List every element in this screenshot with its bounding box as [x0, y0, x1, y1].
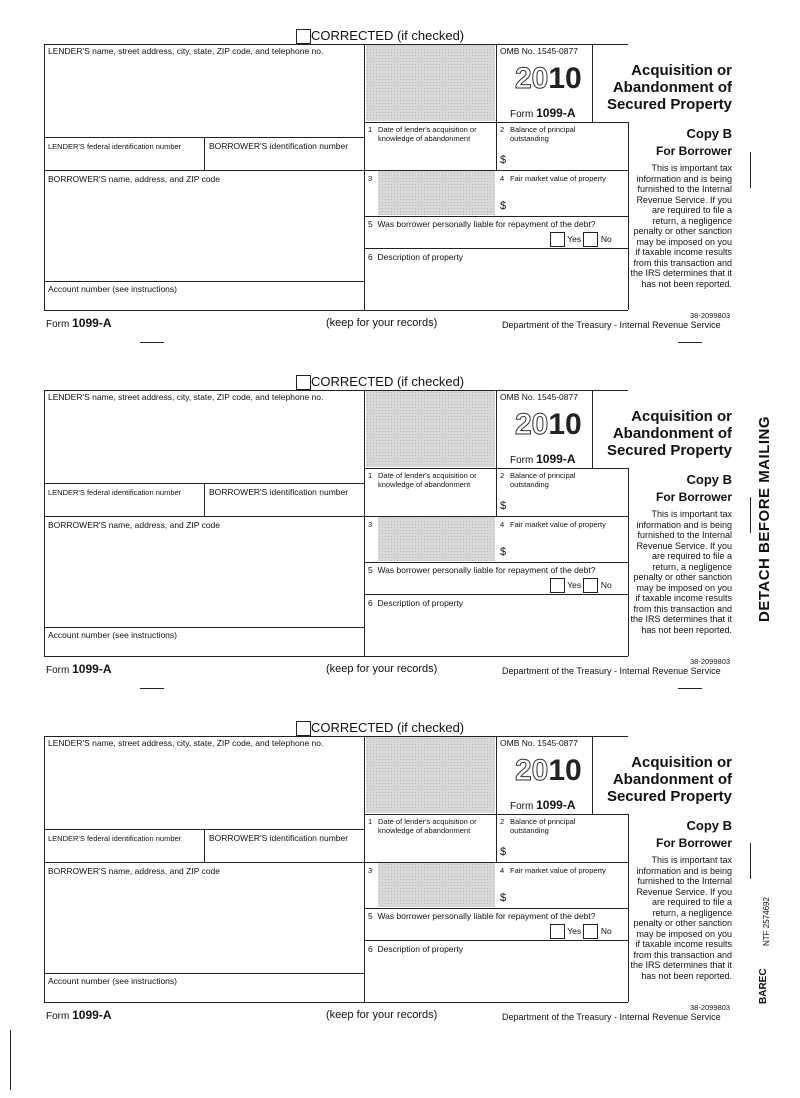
account-number-label: Account number (see instructions): [48, 976, 177, 986]
tax-year: 2010: [515, 62, 582, 95]
box4-dollar-sign: $: [500, 546, 507, 558]
side-tick: [750, 497, 751, 533]
department-label: Department of the Treasury - Internal Revenue Service: [502, 666, 721, 676]
box1-label: Date of lender's acquisition or knowledge of abandonment: [378, 125, 477, 143]
side-tick: [750, 152, 751, 188]
borrower-name-label: BORROWER'S name, address, and ZIP code: [48, 174, 221, 184]
box4-number: 4: [500, 520, 505, 529]
box4-number: 4: [500, 866, 505, 875]
yes-label: Yes: [567, 579, 582, 590]
form-1099a-copy-2: [0, 346, 800, 686]
box2-number: 2: [500, 817, 505, 826]
box6-label: 6 Description of property: [368, 252, 463, 262]
box4-label: Fair market value of property: [510, 174, 606, 183]
borrower-name-label: BORROWER'S name, address, and ZIP code: [48, 520, 221, 530]
catalog-number: 38-2099803: [690, 657, 731, 666]
corrected-checkbox[interactable]: [296, 29, 311, 44]
side-tick: [750, 843, 751, 879]
keep-records-note: (keep for your records): [326, 317, 438, 329]
form-title: Acquisition or Abandonment of Secured Property: [606, 754, 732, 805]
shaded-area: [366, 737, 495, 813]
box3-shaded: [378, 863, 495, 907]
copy-label: Copy B: [686, 472, 732, 487]
borrower-id-label: BORROWER'S identification number: [209, 833, 349, 843]
box4-dollar-sign: $: [500, 200, 507, 212]
irs-notice: This is important tax information and is being furnished to the Internal Revenue Service. If you are required to file a return, a negligence penalty or other sanction may be imposed on you if taxable income results from this transaction and the IRS determines that it has not been reported.: [630, 509, 732, 635]
ntf-code: NTF 2574692: [762, 897, 771, 946]
box2-number: 2: [500, 125, 505, 134]
for-borrower-label: For Borrower: [655, 144, 732, 158]
box4-label: Fair market value of property: [510, 866, 606, 875]
box1-label: Date of lender's acquisition or knowledge of abandonment: [378, 471, 477, 489]
box1-number: 1: [368, 817, 373, 826]
no-checkbox[interactable]: [583, 924, 598, 939]
yes-label: Yes: [567, 925, 582, 936]
lender-name-label: LENDER'S name, street address, city, state, ZIP code, and telephone no.: [48, 738, 324, 748]
copy-label: Copy B: [686, 818, 732, 833]
account-number-label: Account number (see instructions): [48, 630, 177, 640]
department-label: Department of the Treasury - Internal Revenue Service: [502, 1012, 721, 1022]
corrected-row: [296, 720, 464, 736]
box5-question: 5 Was borrower personally liable for repayment of the debt?: [368, 911, 596, 921]
left-edge-mark: [10, 1030, 11, 1090]
yes-checkbox[interactable]: [550, 924, 565, 939]
lender-fid-label: LENDER'S federal identification number: [48, 834, 182, 843]
box5-question: 5 Was borrower personally liable for repayment of the debt?: [368, 565, 596, 575]
form-number: Form 1099-A: [510, 798, 576, 812]
for-borrower-label: For Borrower: [655, 490, 732, 504]
lender-fid-label: LENDER'S federal identification number: [48, 488, 182, 497]
box5-options: [550, 232, 612, 247]
lender-fid-label: LENDER'S federal identification number: [48, 142, 182, 151]
box1-number: 1: [368, 471, 373, 480]
box2-dollar-sign: $: [500, 500, 507, 512]
department-label: Department of the Treasury - Internal Revenue Service: [502, 320, 721, 330]
box2-dollar-sign: $: [500, 846, 507, 858]
omb-number: OMB No. 1545-0877: [500, 392, 578, 402]
corrected-row: [296, 28, 464, 44]
cut-mark: [140, 688, 164, 689]
no-label: No: [600, 925, 612, 936]
no-label: No: [600, 233, 612, 244]
shaded-area: [366, 391, 495, 467]
box3-number: 3: [368, 866, 373, 875]
box3-number: 3: [368, 520, 373, 529]
shaded-area: [366, 45, 495, 121]
borrower-id-label: BORROWER'S identification number: [209, 141, 349, 151]
lender-name-label: LENDER'S name, street address, city, state, ZIP code, and telephone no.: [48, 392, 324, 402]
form-1099a-copy-1: [0, 0, 800, 340]
corrected-row: [296, 374, 464, 390]
yes-label: Yes: [567, 233, 582, 244]
box2-label: Balance of principal outstanding: [510, 471, 576, 489]
box3-shaded: [378, 171, 495, 215]
keep-records-note: (keep for your records): [326, 1009, 438, 1021]
lender-name-label: LENDER'S name, street address, city, state, ZIP code, and telephone no.: [48, 46, 324, 56]
form-number: Form 1099-A: [510, 452, 576, 466]
form-1099a-copy-3: [0, 692, 800, 1032]
omb-number: OMB No. 1545-0877: [500, 738, 578, 748]
box3-number: 3: [368, 174, 373, 183]
no-checkbox[interactable]: [583, 578, 598, 593]
form-title: Acquisition or Abandonment of Secured Property: [606, 62, 732, 113]
box1-label: Date of lender's acquisition or knowledge of abandonment: [378, 817, 477, 835]
corrected-label: CORRECTED (if checked): [311, 28, 465, 43]
cut-mark: [140, 342, 164, 343]
box6-label: 6 Description of property: [368, 944, 463, 954]
corrected-label: CORRECTED (if checked): [311, 720, 465, 735]
form-number: Form 1099-A: [510, 106, 576, 120]
box5-options: [550, 578, 612, 593]
cut-mark: [678, 342, 702, 343]
box4-dollar-sign: $: [500, 892, 507, 904]
footer-form-number: Form 1099-A: [46, 316, 112, 330]
borrower-id-label: BORROWER'S identification number: [209, 487, 349, 497]
no-label: No: [600, 579, 612, 590]
box4-number: 4: [500, 174, 505, 183]
barec-label: BAREC: [758, 968, 769, 1004]
irs-notice: This is important tax information and is being furnished to the Internal Revenue Service. If you are required to file a return, a negligence penalty or other sanction may be imposed on you if taxable income results from this transaction and the IRS determines that it has not been reported.: [630, 163, 732, 289]
corrected-label: CORRECTED (if checked): [311, 374, 465, 389]
corrected-checkbox[interactable]: [296, 375, 311, 390]
footer-form-number: Form 1099-A: [46, 1008, 112, 1022]
form-title: Acquisition or Abandonment of Secured Property: [606, 408, 732, 459]
box1-number: 1: [368, 125, 373, 134]
box4-label: Fair market value of property: [510, 520, 606, 529]
box2-dollar-sign: $: [500, 154, 507, 166]
box2-number: 2: [500, 471, 505, 480]
yes-checkbox[interactable]: [550, 232, 565, 247]
box5-question: 5 Was borrower personally liable for repayment of the debt?: [368, 219, 596, 229]
box2-label: Balance of principal outstanding: [510, 817, 576, 835]
box5-options: [550, 924, 612, 939]
box2-label: Balance of principal outstanding: [510, 125, 576, 143]
tax-year: 2010: [515, 408, 582, 441]
cut-mark: [678, 688, 702, 689]
for-borrower-label: For Borrower: [655, 836, 732, 850]
borrower-name-label: BORROWER'S name, address, and ZIP code: [48, 866, 221, 876]
catalog-number: 38-2099803: [690, 1003, 731, 1012]
irs-notice: This is important tax information and is being furnished to the Internal Revenue Service. If you are required to file a return, a negligence penalty or other sanction may be imposed on you if taxable income results from this transaction and the IRS determines that it has not been reported.: [630, 855, 732, 981]
copy-label: Copy B: [686, 126, 732, 141]
footer-form-number: Form 1099-A: [46, 662, 112, 676]
keep-records-note: (keep for your records): [326, 663, 438, 675]
account-number-label: Account number (see instructions): [48, 284, 177, 294]
catalog-number: 38-2099803: [690, 311, 731, 320]
box6-label: 6 Description of property: [368, 598, 463, 608]
omb-number: OMB No. 1545-0877: [500, 46, 578, 56]
corrected-checkbox[interactable]: [296, 721, 311, 736]
detach-before-mailing: DETACH BEFORE MAILING: [756, 415, 773, 622]
no-checkbox[interactable]: [583, 232, 598, 247]
box3-shaded: [378, 517, 495, 561]
tax-year: 2010: [515, 754, 582, 787]
yes-checkbox[interactable]: [550, 578, 565, 593]
